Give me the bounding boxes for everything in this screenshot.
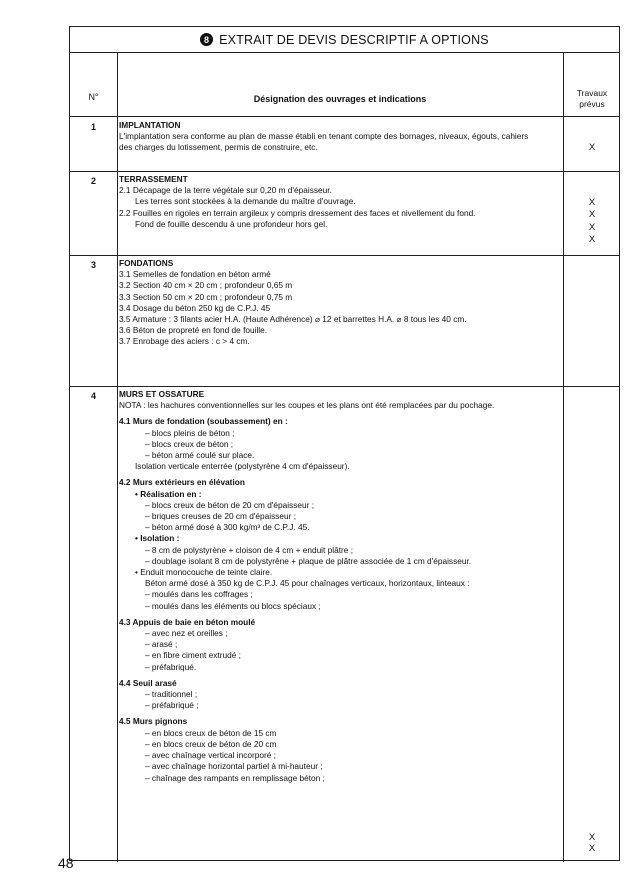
section-line: 4.1 Murs de fondation (soubassement) en :: [119, 416, 288, 427]
section-line: Les terres sont stockées à la demande du maître d'ouvrage.: [135, 196, 356, 207]
section-line: – blocs creux de béton de 20 cm d'épaisseur ;: [145, 499, 315, 510]
section-line: – moulés dans les coffrages ;: [145, 589, 253, 600]
section-line: FONDATIONS: [119, 258, 174, 268]
section-line: 3.2 Section 40 cm × 20 cm ; profondeur 0,65 m: [119, 280, 293, 291]
section-line: – en blocs creux de béton de 15 cm: [145, 727, 277, 738]
section-line: – 8 cm de polystyrène + cloison de 4 cm + enduit plâtre ;: [145, 544, 353, 555]
section-line: – traditionnel ;: [145, 689, 198, 700]
travaux-mark: X: [588, 142, 596, 154]
section-line: – blocs pleins de béton ;: [145, 427, 235, 438]
header-travaux: Travaux prévus: [576, 88, 608, 109]
section-line: 3.1 Semelles de fondation en béton armé: [119, 269, 271, 280]
section-line: 3.5 Armature : 3 filants acier H.A. (Haute Adhérence) ⌀ 12 et barrettes H.A. ⌀ 8 tous les 40 cm.: [119, 314, 467, 325]
section-line: 3.6 Béton de propreté en fond de fouille.: [119, 325, 268, 336]
title-number-badge: 8: [200, 33, 213, 46]
travaux-mark: [563, 131, 621, 142]
travaux-mark: [563, 120, 621, 131]
section-line: – préfabriqué.: [145, 661, 197, 672]
section-line: – béton armé dosé à 300 kg/m³ de C.P.J. 45.: [145, 522, 310, 533]
section-line: 2.2 Fouilles en rigoles en terrain argileux y compris dressement des faces et nivellement du fond.: [119, 207, 476, 218]
section-body: [119, 258, 559, 348]
section-number: 4: [90, 391, 96, 401]
section-line: 4.4 Seuil arasé: [119, 677, 177, 688]
section-line: – arasé ;: [145, 639, 178, 650]
section-line: – briques creuses de 20 cm d'épaisseur ;: [145, 511, 297, 522]
travaux-marks-section-4: [563, 832, 621, 854]
table-header: [70, 52, 619, 117]
section-line: 3.4 Dosage du béton 250 kg de C.P.J. 45: [119, 302, 271, 313]
section-line: • Réalisation en :: [135, 488, 202, 499]
section-2: [70, 171, 619, 256]
section-line: 4.5 Murs pignons: [119, 716, 188, 727]
section-line: – en blocs creux de béton de 20 cm: [145, 738, 277, 749]
header-designation: Désignation des ouvrages et indications: [253, 94, 427, 104]
travaux-marks: [563, 120, 621, 154]
section-line: • Enduit monocouche de teinte claire.: [135, 567, 273, 578]
travaux-mark: X: [588, 233, 596, 245]
title-text: EXTRAIT DE DEVIS DESCRIPTIF A OPTIONS: [219, 32, 489, 47]
section-body: [119, 174, 559, 230]
section-body: [119, 120, 559, 154]
section-line: – blocs creux de béton ;: [145, 438, 234, 449]
section-line: 3.7 Enrobage des aciers : c > 4 cm.: [119, 336, 250, 347]
travaux-mark: X: [588, 209, 596, 221]
section-line: – béton armé coulé sur place.: [145, 450, 255, 461]
section-line: Isolation verticale enterrée (polystyrène 4 cm d'épaisseur).: [135, 461, 350, 472]
header-number: N°: [88, 92, 99, 102]
section-body: [119, 389, 559, 784]
travaux-mark: [563, 185, 621, 196]
section-line: Fond de fouille descendu à une profondeur hors gel.: [135, 218, 328, 229]
section-line: 4.3 Appuis de baie en béton moulé: [119, 616, 256, 627]
section-number: 2: [90, 176, 96, 186]
section-line: – avec chaînage vertical incorporé ;: [145, 750, 276, 761]
travaux-marks: [563, 185, 621, 245]
section-line: 2.1 Décapage de la terre végétale sur 0,20 m d'épaisseur.: [119, 185, 332, 196]
section-line: • Isolation :: [135, 533, 180, 544]
section-1: [70, 117, 619, 172]
section-line: TERRASSEMENT: [119, 174, 188, 184]
section-line: 3.3 Section 50 cm × 20 cm ; profondeur 0,75 m: [119, 291, 293, 302]
section-line: NOTA : les hachures conventionnelles sur les coupes et les plans ont été remplacées par du pochage.: [119, 400, 495, 411]
section-line: – en fibre ciment extrudé ;: [145, 650, 241, 661]
section-line: Béton armé dosé à 350 kg de C.P.J. 45 pour chaînages verticaux, horizontaux, linteaux :: [145, 578, 470, 589]
section-line: L'implantation sera conforme au plan de masse établi en tenant compte des bornages, niveaux, égouts, cahiers: [119, 131, 529, 142]
section-line: – avec nez et oreilles ;: [145, 628, 228, 639]
section-number: 3: [90, 260, 96, 270]
section-line: – préfabriqué ;: [145, 700, 199, 711]
section-line: des charges du lotissement, permis de construire, etc.: [119, 142, 318, 153]
section-line: 4.2 Murs extérieurs en élévation: [119, 477, 245, 488]
section-line: – avec chaînage horizontal partiel à mi-hauteur ;: [145, 761, 323, 772]
section-line: – chaînage des rampants en remplissage béton ;: [145, 772, 325, 783]
travaux-mark: X: [588, 197, 596, 209]
travaux-mark: X: [588, 832, 596, 843]
travaux-mark: X: [588, 843, 596, 855]
section-3: [70, 255, 619, 387]
section-line: – doublage isolant 8 cm de polystyrène + plaque de plâtre associée de 1 cm d'épaisseur.: [145, 555, 472, 566]
document-frame: [69, 26, 620, 861]
section-line: – moulés dans les éléments ou blocs spéciaux ;: [145, 600, 321, 611]
section-number: 1: [90, 122, 96, 132]
section-line: MURS ET OSSATURE: [119, 389, 205, 399]
page-number: 48: [58, 855, 74, 871]
section-line: IMPLANTATION: [119, 120, 181, 130]
section-4: [70, 386, 619, 862]
travaux-mark: X: [588, 221, 596, 233]
document-title: [70, 27, 619, 53]
